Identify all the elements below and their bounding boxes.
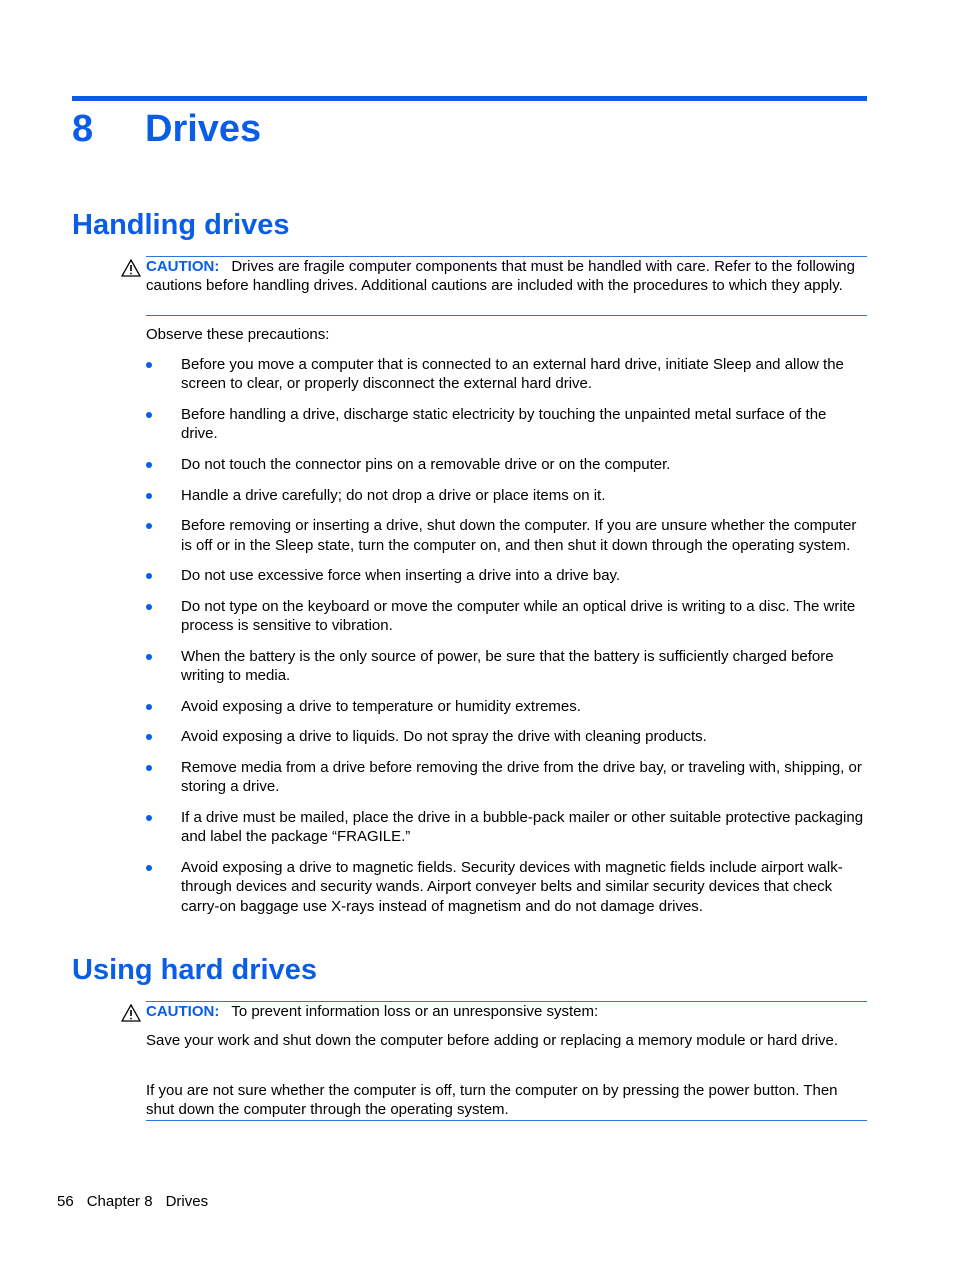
list-item: Do not type on the keyboard or move the computer while an optical drive is writing to a disc. The write process is sensitive to vibration. xyxy=(146,597,867,636)
warning-triangle-icon xyxy=(121,259,141,277)
caution-paragraph-1: Save your work and shut down the computer before adding or replacing a memory module or hard drive. xyxy=(146,1032,839,1049)
bullet-icon xyxy=(146,573,152,579)
bullet-icon xyxy=(146,362,152,368)
precautions-intro: Observe these precautions: xyxy=(146,326,330,343)
list-item: Do not touch the connector pins on a removable drive or on the computer. xyxy=(146,455,867,474)
list-item: Before removing or inserting a drive, shut down the computer. If you are unsure whether the computer is off or in the Sleep state, turn the computer on, and then shut it down through the operating system. xyxy=(146,516,867,555)
section-title-handling-drives: Handling drives xyxy=(72,209,290,241)
bullet-icon xyxy=(146,493,152,499)
list-item: Before handling a drive, discharge static electricity by touching the unpainted metal surface of the drive. xyxy=(146,405,867,444)
bullet-icon xyxy=(146,734,152,740)
caution-box-handling xyxy=(146,256,867,296)
caution-text: Drives are fragile computer components that must be handled with care. Refer to the following cautions before handling drives. Additional cautions are included with the procedures to which they apply. xyxy=(146,258,855,295)
list-item: If a drive must be mailed, place the drive in a bubble-pack mailer or other suitable protective packaging and label the package “FRAGILE.” xyxy=(146,808,867,847)
caution-label: CAUTION: xyxy=(146,1003,220,1020)
bullet-icon xyxy=(146,462,152,468)
section-title-using-hard-drives: Using hard drives xyxy=(72,954,317,986)
chapter-title xyxy=(72,104,261,154)
bullet-icon xyxy=(146,604,152,610)
list-item: Remove media from a drive before removing the drive from the drive bay, or traveling with, shipping, or storing a drive. xyxy=(146,758,867,797)
bullet-icon xyxy=(146,865,152,871)
bullet-icon xyxy=(146,704,152,710)
list-item: Avoid exposing a drive to liquids. Do not spray the drive with cleaning products. xyxy=(146,727,867,746)
bullet-icon xyxy=(146,523,152,529)
list-item: Avoid exposing a drive to temperature or humidity extremes. xyxy=(146,697,867,716)
bullet-icon xyxy=(146,412,152,418)
precautions-list xyxy=(146,355,867,927)
chapter-name: Drives xyxy=(145,108,262,150)
caution-bottom-rule xyxy=(146,1120,867,1121)
warning-triangle-icon xyxy=(121,1004,141,1022)
bullet-icon xyxy=(146,654,152,660)
caution-label: CAUTION: xyxy=(146,258,220,275)
bullet-icon xyxy=(146,765,152,771)
chapter-top-rule xyxy=(72,96,867,101)
chapter-number: 8 xyxy=(72,108,94,150)
page-footer xyxy=(57,1192,221,1211)
list-item: When the battery is the only source of power, be sure that the battery is sufficiently charged before writing to media. xyxy=(146,647,867,686)
list-item: Before you move a computer that is connected to an external hard drive, initiate Sleep and allow the screen to clear, or properly disconnect the external hard drive. xyxy=(146,355,867,394)
caution-box-hard-drives xyxy=(146,1001,867,1021)
caution-bottom-rule xyxy=(146,315,867,316)
list-item: Avoid exposing a drive to magnetic fields. Security devices with magnetic fields include airport walk-through devices and security wands. Airport conveyer belts and similar security devices that check carry-on baggage use X-rays instead of magnetism and do not damage drives. xyxy=(146,858,867,916)
footer-chapter-label: Chapter 8 xyxy=(86,1193,153,1210)
caution-paragraph-2: If you are not sure whether the computer is off, turn the computer on by pressing the power button. Then shut down the computer through the operating system. xyxy=(146,1082,838,1119)
bullet-icon xyxy=(146,815,152,821)
footer-chapter-name: Drives xyxy=(165,1193,209,1210)
page-number: 56 xyxy=(57,1193,74,1210)
list-item: Do not use excessive force when inserting a drive into a drive bay. xyxy=(146,566,867,585)
list-item: Handle a drive carefully; do not drop a drive or place items on it. xyxy=(146,486,867,505)
caution-text: To prevent information loss or an unresponsive system: xyxy=(231,1003,599,1020)
